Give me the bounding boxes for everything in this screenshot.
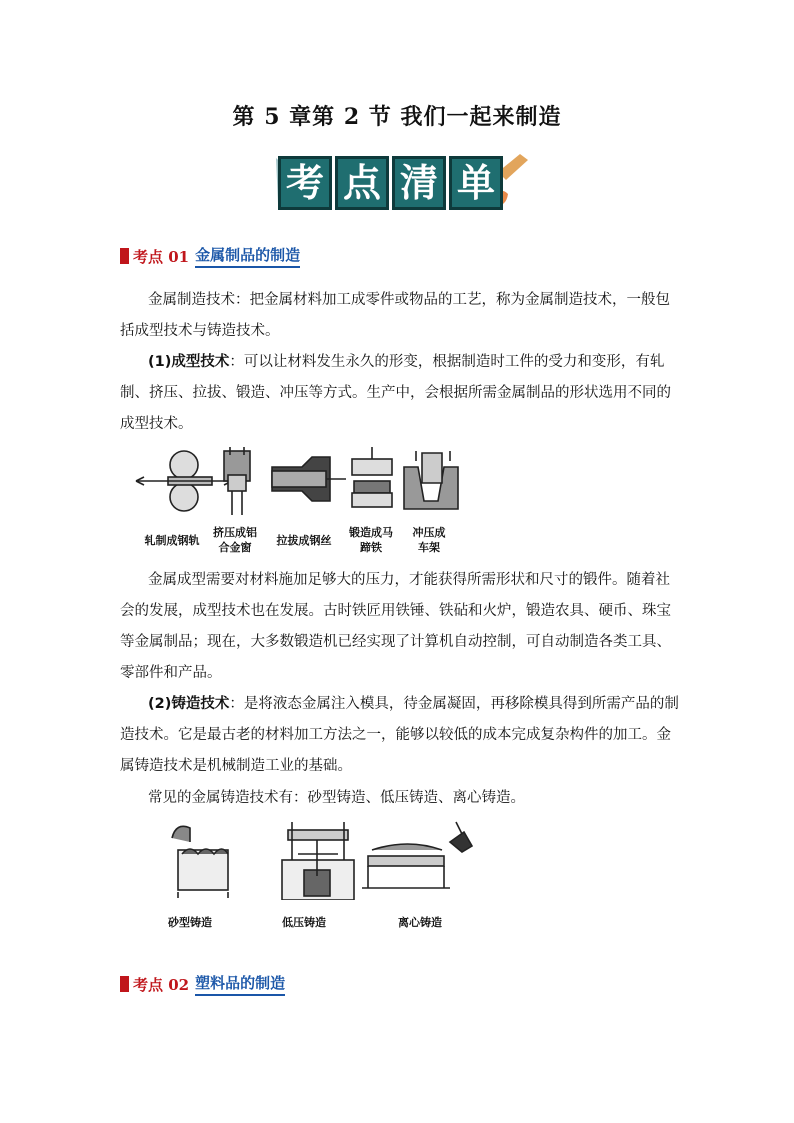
banner-char-3: 清 — [392, 156, 446, 210]
caption-rolling: 轧制成钢轨 — [144, 534, 200, 547]
banner-char-1: 考 — [278, 156, 332, 210]
section-number: 考点 02 — [133, 975, 190, 994]
term-forming: (1)成型技术 — [148, 354, 230, 370]
centrifugal-casting-illustration — [362, 822, 472, 888]
caption-extrusion: 挤压成铝合金窗 — [213, 526, 257, 554]
section-heading-2 — [120, 973, 285, 995]
rolling-illustration — [136, 451, 232, 511]
paragraph-text: ：可以让材料发生永久的形变，根据制造时工件的受力和变形，有轧制、挤压、拉拔、锻造、冲压等方式。生产中，会根据所需金属制品的形状选用不同的成型技术。 — [120, 354, 671, 432]
section-title: 金属制品的制造 — [195, 244, 300, 268]
caption-low-pressure-casting: 低压铸造 — [282, 916, 326, 929]
caption-sand-casting: 砂型铸造 — [168, 916, 212, 929]
paragraph-text: ：把金属材料加工成零件或物品的工艺，称为金属制造技术，一般包括成型技术与铸造技术。 — [120, 292, 670, 339]
casting-methods-figure — [158, 820, 488, 900]
caption-stamping: 冲压成车架 — [412, 526, 446, 554]
caption-centrifugal-casting: 离心铸造 — [398, 916, 442, 929]
section-number: 考点 01 — [133, 247, 190, 266]
low-pressure-casting-illustration — [282, 822, 354, 900]
caption-drawing: 拉拔成钢丝 — [276, 534, 332, 547]
section-marker — [120, 248, 129, 264]
sand-casting-illustration — [172, 826, 228, 898]
section-heading-1 — [120, 245, 300, 267]
drawing-illustration — [272, 457, 346, 501]
term-casting: (2)铸造技术 — [148, 696, 230, 712]
forging-illustration — [352, 447, 392, 507]
paragraph-metal-manufacturing — [120, 285, 680, 347]
forming-methods-figure — [132, 445, 462, 517]
banner-char-4: 单 — [449, 156, 503, 210]
term-metal-manufacturing: 金属制造技术 — [148, 292, 235, 308]
section-marker — [120, 976, 129, 992]
paragraph-forming — [120, 347, 680, 440]
caption-forging: 锻造成马蹄铁 — [349, 526, 393, 554]
banner-kaodian-qingdan — [270, 150, 530, 216]
document-title: 第 5 章第 2 节 我们一起来制造 — [232, 104, 562, 130]
section-title: 塑料品的制造 — [195, 972, 285, 996]
banner-char-2: 点 — [335, 156, 389, 210]
paragraph-casting — [120, 689, 680, 782]
stamping-illustration — [404, 451, 458, 509]
paragraph-forming-pressure — [120, 565, 680, 689]
paragraph-text: 常见的金属铸造技术有：砂型铸造、低压铸造、离心铸造。 — [148, 790, 525, 806]
extrusion-illustration — [224, 447, 250, 515]
paragraph-text: ：是将液态金属注入模具，待金属凝固，再移除模具得到所需产品的制造技术。它是最古老的材料加工方法之一，能够以较低的成本完成复杂构件的加工。金属铸造技术是机械制造工业的基础。 — [120, 696, 679, 774]
paragraph-text: 金属成型需要对材料施加足够大的压力，才能获得所需形状和尺寸的锻件。随着社会的发展，成型技术也在发展。古时铁匠用铁锤、铁砧和火炉，锻造农具、硬币、珠宝等金属制品；现在，大多数锻造机已经实现了计算机自动控制，可自动制造各类工具、零部件和产品。 — [120, 572, 671, 681]
paragraph-casting-types — [120, 783, 680, 814]
